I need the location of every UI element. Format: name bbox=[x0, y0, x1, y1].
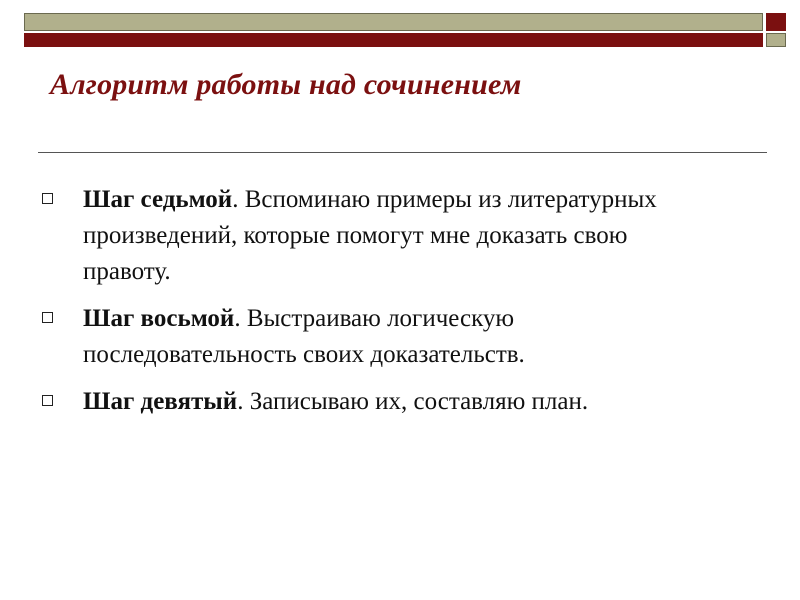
header-red-square bbox=[766, 13, 786, 31]
step-label: Шаг седьмой bbox=[83, 186, 233, 213]
title-divider bbox=[38, 152, 767, 153]
step-label: Шаг восьмой bbox=[83, 305, 235, 332]
steps-list bbox=[42, 182, 742, 431]
slide-title: Алгоритм работы над сочинением bbox=[50, 68, 522, 101]
step-text: . Вспоминаю примеры из литературных произведений, которые помогут мне доказать свою правоту. bbox=[83, 186, 657, 285]
list-item-step-8 bbox=[42, 301, 703, 373]
header-red-bar bbox=[24, 33, 763, 47]
step-text: . Записываю их, составляю план. bbox=[237, 388, 589, 415]
header-decoration bbox=[24, 13, 792, 47]
hollow-square-bullet-icon bbox=[42, 395, 53, 406]
list-item-step-7 bbox=[42, 182, 703, 290]
hollow-square-bullet-icon bbox=[42, 312, 53, 323]
step-label: Шаг девятый bbox=[83, 388, 238, 415]
header-olive-square bbox=[766, 33, 786, 47]
hollow-square-bullet-icon bbox=[42, 193, 53, 204]
header-olive-bar bbox=[24, 13, 763, 31]
step-text: . Выстраиваю логическую последовательность своих доказательств. bbox=[83, 305, 525, 368]
list-item-step-9 bbox=[42, 384, 703, 420]
